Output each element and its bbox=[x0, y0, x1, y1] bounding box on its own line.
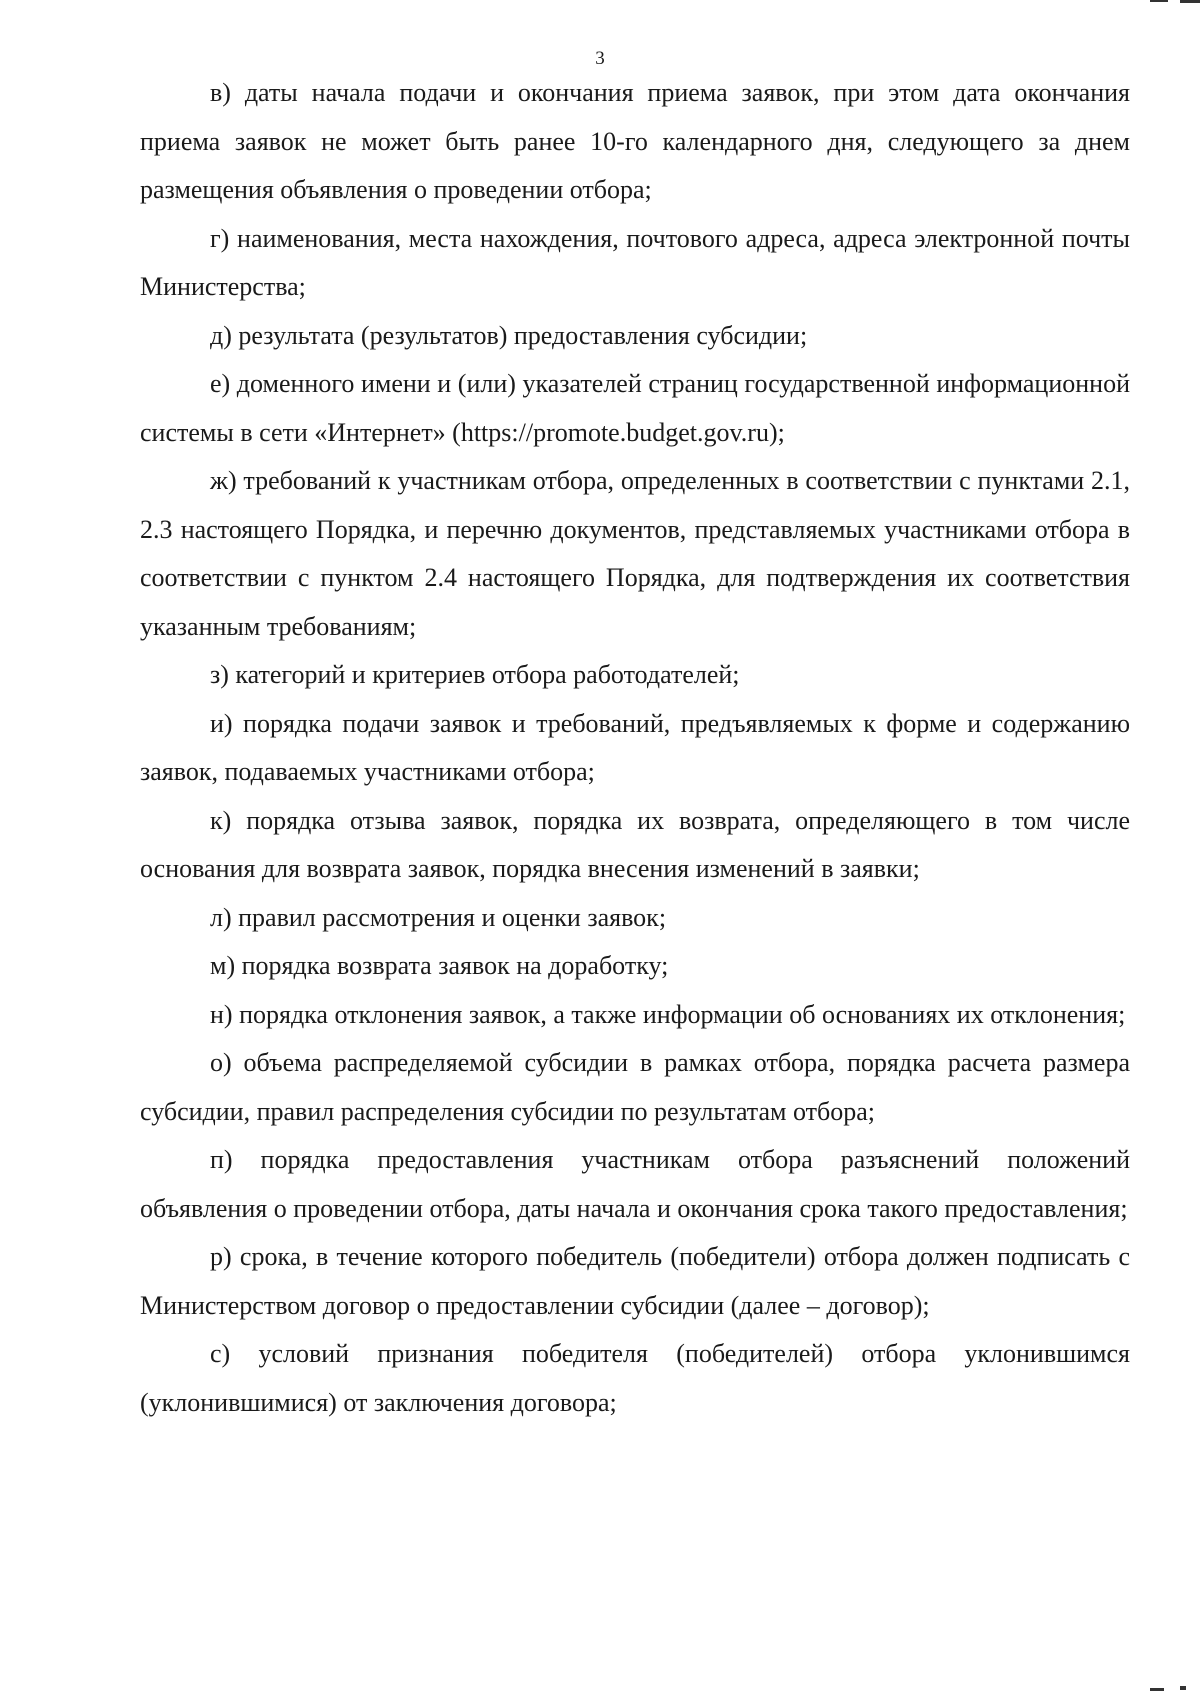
list-item-k: к) порядка отзыва заявок, порядка их возврата, определяющего в том числе основания для возврата заявок, порядка внесения изменений в заявки; bbox=[140, 805, 1130, 883]
list-item-n: н) порядка отклонения заявок, а также информации об основаниях их отклонения; bbox=[210, 999, 1126, 1029]
list-item-r: р) срока, в течение которого победитель (победители) отбора должен подписать с Министерством договор о предоставлении субсидии (далее – договор); bbox=[140, 1242, 1130, 1320]
list-item-d: д) результата (результатов) предоставления субсидии; bbox=[210, 320, 808, 350]
scan-artifact bbox=[1150, 0, 1168, 2]
list-item-e: е) доменного имени и (или) указателей страниц государственной информационной системы в сети «Интернет» (https://promote.budget.gov.ru); bbox=[140, 369, 1130, 447]
document-body bbox=[140, 69, 1130, 1427]
list-item-i: и) порядка подачи заявок и требований, предъявляемых к форме и содержанию заявок, подаваемых участниками отбора; bbox=[140, 708, 1130, 786]
page-number: 3 bbox=[595, 48, 605, 69]
list-item-o: о) объема распределяемой субсидии в рамках отбора, порядка расчета размера субсидии, правил распределения субсидии по результатам отбора; bbox=[140, 1048, 1130, 1126]
list-item-s: с) условий признания победителя (победителей) отбора уклонившимся (уклонившимися) от заключения договора; bbox=[140, 1339, 1130, 1417]
list-item-p: п) порядка предоставления участникам отбора разъяснений положений объявления о проведении отбора, даты начала и окончания срока такого предоставления; bbox=[140, 1145, 1130, 1223]
list-item-m: м) порядка возврата заявок на доработку; bbox=[210, 951, 669, 980]
scan-artifact bbox=[1180, 1686, 1186, 1690]
list-item-z: з) категорий и критериев отбора работодателей; bbox=[210, 660, 740, 689]
list-item-g: г) наименования, места нахождения, почтового адреса, адреса электронной почты Министерства; bbox=[140, 223, 1130, 301]
list-item-zh: ж) требований к участникам отбора, определенных в соответствии с пунктами 2.1, 2.3 настоящего Порядка, и перечню документов, представляемых участниками отбора в соответствии с пунктом 2.4 настоящего Порядка, для подтверждения их соответствия указанным требованиям; bbox=[140, 466, 1130, 641]
list-item-v: в) даты начала подачи и окончания приема заявок, при этом дата окончания приема заявок не может быть ранее 10-го календарного дня, следующего за днем размещения объявления о проведении отбора; bbox=[140, 78, 1130, 204]
scan-artifact bbox=[1180, 0, 1200, 3]
list-item-l: л) правил рассмотрения и оценки заявок; bbox=[210, 902, 667, 932]
scan-artifact bbox=[1150, 1688, 1164, 1691]
